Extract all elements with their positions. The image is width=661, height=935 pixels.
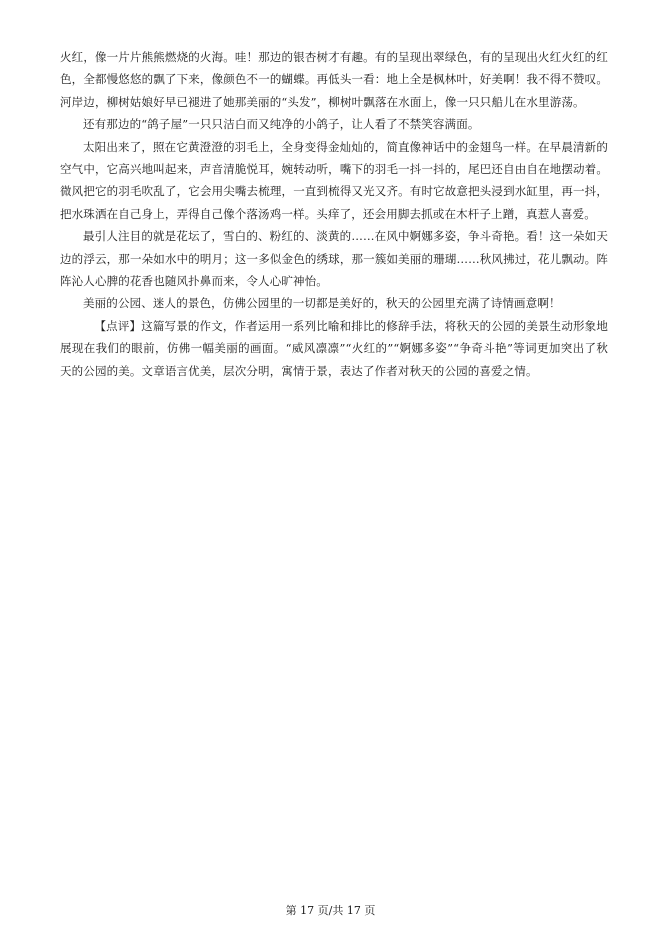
paragraph-continuation: 火红，像一片片熊熊燃烧的火海。哇！那边的银杏树才有趣。有的呈现出翠绿色，有的呈现出火红火红的红色，全都慢悠悠的飘了下来，像颜色不一的蝴蝶。再低头一看：地上全是枫林叶，好美啊！我不得不赞叹。河岸边，柳树姑娘好早已褪进了她那美丽的“头发”，柳树叶飘落在水面上，像一只只船儿在水里游荡。 [60, 50, 608, 109]
paragraph-conclusion: 美丽的公园、迷人的景色，仿佛公园里的一切都是美好的，秋天的公园里充满了诗情画意啊！ [83, 296, 561, 311]
paragraph-flower-bed: 最引人注目的就是花坛了，雪白的、粉红的、淡黄的……在风中婀娜多姿，争斗奇艳。看！这一朵如天边的浮云，那一朵如水中的明月；这一多似金色的绣球，那一簇如美丽的珊瑚……秋风拂过，花儿飘动。阵阵沁人心脾的花香也随风扑鼻而来，令人心旷神怡。 [60, 229, 608, 289]
paragraph-pigeon-house: 还有那边的“鸽子屋”一只只洁白而又纯净的小鸽子，让人看了不禁笑容满面。 [83, 117, 480, 132]
paragraph-golden-bird: 太阳出来了，照在它黄澄澄的羽毛上，全身变得金灿灿的，简直像神话中的金翅鸟一样。在早晨清新的空气中，它高兴地叫起来，声音清脆悦耳，婉转动听，嘴下的羽毛一抖一抖的，尾巴还自由自在地摆动着。微风把它的羽毛吹乱了，它会用尖嘴去梳理，一直到梳得又光又齐。有时它故意把头浸到水缸里，再一抖，把水珠洒在自己身上，弄得自己像个落汤鸡一样。头痒了，还会用脚去抓或在木杆子上蹭，真惹人喜爱。 [60, 139, 608, 221]
page-number-footer: 第 17 页/共 17 页 [285, 904, 376, 917]
teacher-comment [60, 315, 608, 382]
comment-text: 这篇写景的作文，作者运用一系列比喻和排比的修辞手法，将秋天的公园的美景生动形象地展现在我们的眼前，仿佛一幅美丽的画面。“威风凛凛”“火红的”“婀娜多姿”“争奇斗艳”等词更加突出了秋天的公园的美。文章语言优美，层次分明，寓情于景，表达了作者对秋天的公园的喜爱之情。 [60, 318, 608, 378]
document-body [60, 46, 608, 382]
comment-tag: 【点评】 [94, 318, 142, 333]
